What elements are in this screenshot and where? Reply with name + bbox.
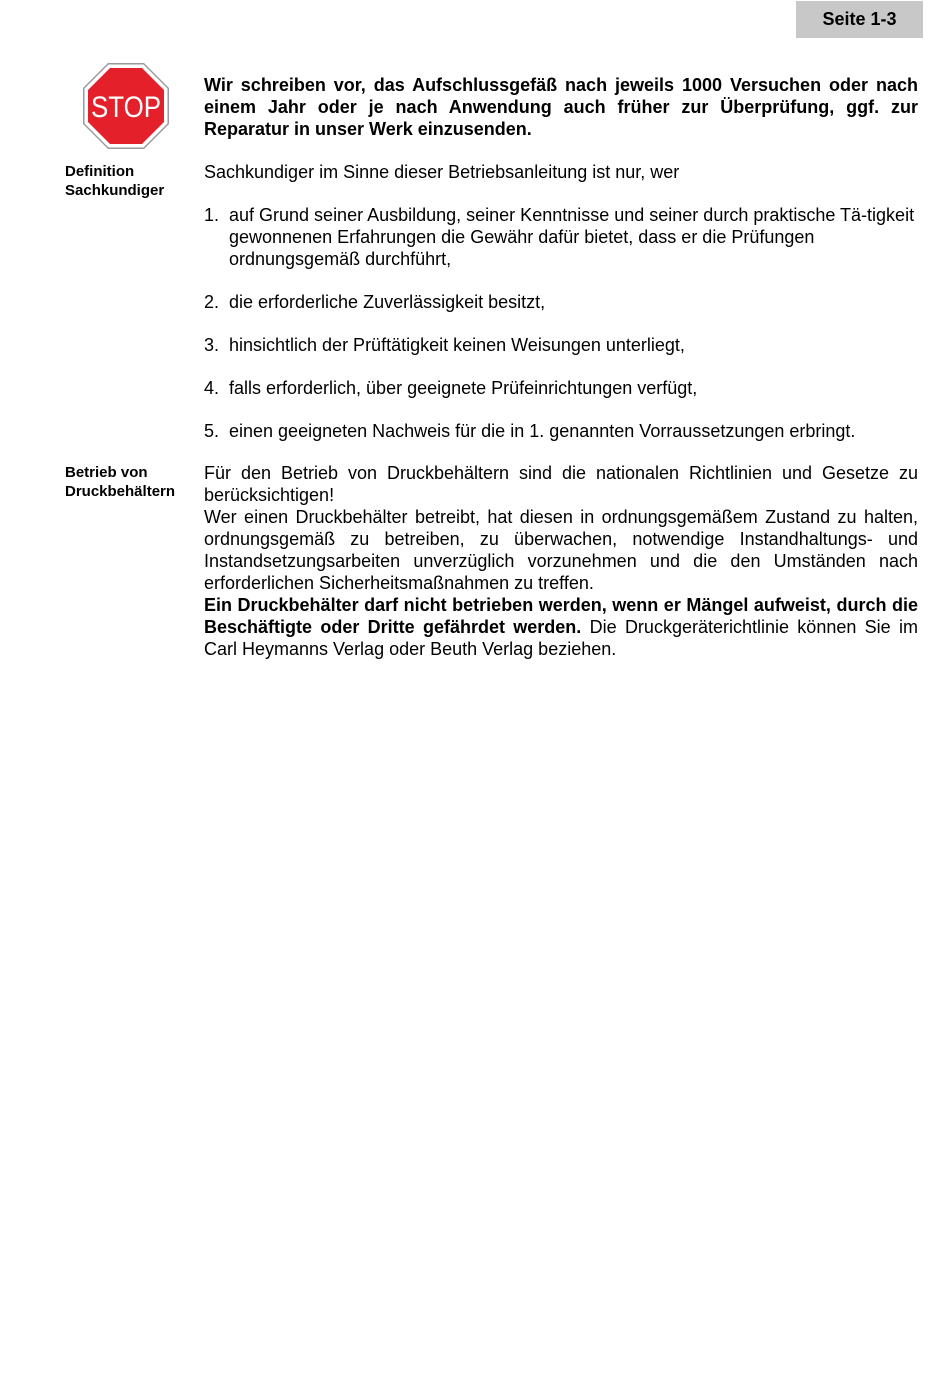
stop-sign-icon [82, 62, 170, 150]
definition-intro: Sachkundiger im Sinne dieser Betriebsanleitung ist nur, wer [204, 162, 680, 182]
betrieb-label-line2: Druckbehältern [65, 483, 176, 500]
list-item-number: 1. [204, 205, 220, 225]
list-item [204, 377, 918, 399]
definition-list [204, 204, 918, 463]
list-item-text: falls erforderlich, über geeignete Prüfeinrichtungen verfügt, [229, 378, 698, 398]
list-item [204, 334, 918, 356]
betrieb-warning-bold: Ein Druckbehälter darf nicht betrieben werden, wenn er Mängel aufweist, durch die Beschäftigte oder Dritte gefährdet werden. [204, 595, 918, 637]
list-item-number: 5. [204, 421, 220, 441]
betrieb-paragraph-2: Wer einen Druckbehälter betreibt, hat diesen in ordnungsgemäßem Zustand zu halten, ordnungsgemäß zu betreiben, zu überwachen, notwendige Instandhaltungs- und Instandsetzungsarbeiten unverzüglich vorzunehmen und die den Umständen nach erforderlichen Sicherheitsmaßnahmen zu treffen. [204, 507, 918, 593]
page-number-badge [796, 1, 923, 38]
list-item-text: die erforderliche Zuverlässigkeit besitzt, [229, 292, 546, 312]
betrieb-paragraph-1: Für den Betrieb von Druckbehältern sind die nationalen Richtlinien und Gesetze zu berücksichtigen! [204, 463, 918, 505]
page-number-label: Seite 1-3 [822, 9, 897, 29]
definition-label-line1: Definition [65, 163, 135, 180]
list-item-number: 3. [204, 335, 220, 355]
list-item-text: einen geeigneten Nachweis für die in 1. genannten Vorraussetzungen erbringt. [229, 421, 856, 441]
betrieb-label-line1: Betrieb von [65, 464, 148, 481]
list-item [204, 420, 918, 442]
stop-sign-text: STOP [91, 91, 161, 124]
betrieb-label [65, 463, 195, 501]
warning-text: Wir schreiben vor, das Aufschlussgefäß nach jeweils 1000 Versuchen oder nach einem Jahr oder je nach Anwendung auch früher zur Überprüfung, ggf. zur Reparatur in unser Werk einzusenden. [204, 75, 918, 139]
list-item-number: 4. [204, 378, 220, 398]
list-item-text: auf Grund seiner Ausbildung, seiner Kenntnisse und seiner durch praktische Tä-tigkeit gewonnenen Erfahrungen die Gewähr dafür bietet, dass er die Prüfungen ordnungsgemäß durchführt, [229, 205, 915, 269]
definition-label [65, 162, 195, 200]
betrieb-paragraph-3 [204, 594, 918, 660]
list-item [204, 291, 918, 313]
betrieb-reference-text: Die Druckgeräterichtlinie können Sie im Carl Heymanns Verlag oder Beuth Verlag beziehen. [204, 617, 918, 659]
list-item-text: hinsichtlich der Prüftätigkeit keinen Weisungen unterliegt, [229, 335, 685, 355]
betrieb-section [204, 462, 918, 660]
definition-label-line2: Sachkundiger [65, 182, 165, 199]
list-item-number: 2. [204, 292, 220, 312]
list-item [204, 204, 918, 270]
